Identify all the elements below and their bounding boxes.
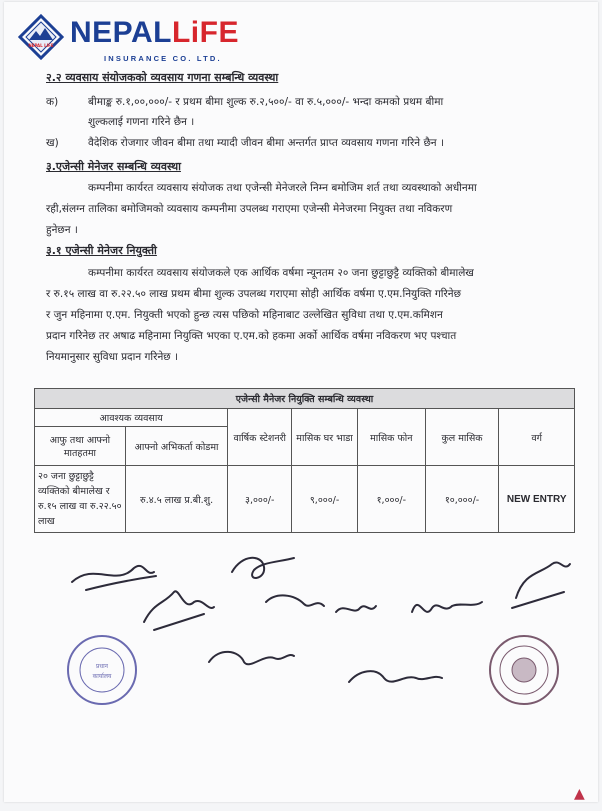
- logo-word-life: LiFE: [171, 16, 239, 49]
- signature-8: [209, 652, 294, 664]
- table-header-total: कुल मासिक: [425, 409, 499, 466]
- section-3-line3: हुनेछन ।: [46, 224, 78, 236]
- signature-5: [336, 606, 376, 612]
- stamp-left-line2: कार्यालय: [92, 673, 112, 680]
- cell-agent-code: रु.४.५ लाख प्र.बी.शु.: [125, 466, 227, 533]
- table-header-house-rent: मासिक घर भाडा: [292, 409, 358, 466]
- item-ka-line1: बीमाङ्क रु.१,००,०००/- र प्रथम बीमा शुल्क रु.२,५००/- वा रु.५,०००/- भन्दा कमको प्रथम बीमा: [88, 96, 444, 108]
- document-page: [4, 2, 598, 802]
- cell-house-rent: ९,०००/-: [292, 466, 358, 533]
- signature-3: [232, 558, 294, 578]
- corner-mark-icon: ▲: [574, 786, 585, 802]
- logo-emblem-text: NEPAL LIFE: [28, 43, 54, 48]
- table-header-category: वर्ग: [499, 409, 575, 466]
- table-group-header: आवश्यक व्यवसाय: [35, 409, 228, 427]
- item-kha-label: ख): [46, 137, 59, 149]
- section-3-1-line4: प्रदान गरिनेछ तर अषाढ महिनामा नियुक्ति भएका ए.एम.को हकमा अर्को आर्थिक वर्षमा नविकरण भए पश्चात: [46, 330, 457, 342]
- cell-category: NEW ENTRY: [499, 466, 575, 533]
- item-kha-line1: वैदेशिक रोजगार जीवन बीमा तथा म्यादी जीवन बीमा अन्तर्गत प्राप्त व्यवसाय गणना गरिने छैन ।: [88, 137, 444, 149]
- logo-subtitle: INSURANCE CO. LTD.: [104, 54, 222, 63]
- section-3-heading: ३.एजेन्सी मेनेजर सम्बन्धि व्यवस्था: [46, 160, 181, 173]
- section-3-line1: कम्पनीमा कार्यरत व्यवसाय संयोजक तथा एजेन्सी मेनेजरले निम्न बमोजिम शर्त तथा व्यवस्थाको अधीनमा: [88, 182, 477, 194]
- cell-stationery: ३,०००/-: [228, 466, 292, 533]
- section-3-line2: रही,संलग्न तालिका बमोजिमको व्यवसाय कम्पनीमा उपलब्ध गराएमा एजेन्सी मेनेजरमा नियुक्त तथा नविकरण: [46, 203, 453, 215]
- signature-1: [72, 566, 156, 590]
- logo-word-nepal: NEPAL: [70, 16, 172, 49]
- section-3-1-line1: कम्पनीमा कार्यरत व्यवसाय संयोजकले एक आर्थिक वर्षमा न्यूनतम २० जना छुट्टाछुट्टै व्यक्तिको बीमालेख: [88, 267, 474, 279]
- table-header-self-subordinates: आफु तथा आफ्नो मातहतमा: [35, 427, 126, 466]
- cell-total: १०,०००/-: [425, 466, 499, 533]
- section-3-1-heading: ३.१ एजेन्सी मेनेजर नियुक्ती: [46, 244, 157, 257]
- item-ka-label: क): [46, 96, 59, 108]
- section-3-1-line3: र जुन महिनामा ए.एम. नियुक्ती भएको हुन्छ त्यस पछिको महिनाबाट उल्लेखित सुविधा तथा ए.एम.कमिशन: [46, 309, 443, 321]
- item-ka-line2: शुल्कलाई गणना गरिने छैन ।: [88, 116, 195, 128]
- table-header-phone: मासिक फोन: [357, 409, 425, 466]
- section-3-1-line2: र रु.१५ लाख वा रु.२२.५० लाख प्रथम बीमा शुल्क उपलब्ध गराएमा सोही आर्थिक वर्षमा ए.एम.नियुक्ति गरिनेछ: [46, 288, 461, 300]
- table-header-stationery: वार्षिक स्टेशनरी: [228, 409, 292, 466]
- signatures: [72, 558, 570, 682]
- signature-2: [144, 591, 214, 630]
- table-header-agent-code: आफ्नो अभिकर्ता कोडमा: [125, 427, 227, 466]
- stamp-right: [490, 636, 558, 704]
- section-3-1-line5: नियमानुसार सुविधा प्रदान गरिनेछ ।: [46, 351, 178, 363]
- signature-4: [266, 595, 324, 606]
- stamp-left: [68, 636, 136, 704]
- section-2-2-heading: २.२ व्यवसाय संयोजकको व्यवसाय गणना सम्बन्धि व्यवस्था: [46, 71, 279, 84]
- cell-requirement: २० जना छुट्टाछुट्टै व्यक्तिको बीमालेख र रु.१५ लाख वा रु.२२.५० लाख: [35, 466, 126, 533]
- signatures-area: [4, 2, 598, 802]
- signature-6: [412, 602, 482, 612]
- signature-7: [512, 562, 570, 608]
- stamp-left-line1: प्रधान: [96, 663, 108, 670]
- signature-9: [349, 671, 442, 682]
- cell-phone: १,०००/-: [357, 466, 425, 533]
- table-caption: एजेन्सी मैनेजर नियुक्ति सम्बन्धि व्यवस्था: [35, 389, 575, 409]
